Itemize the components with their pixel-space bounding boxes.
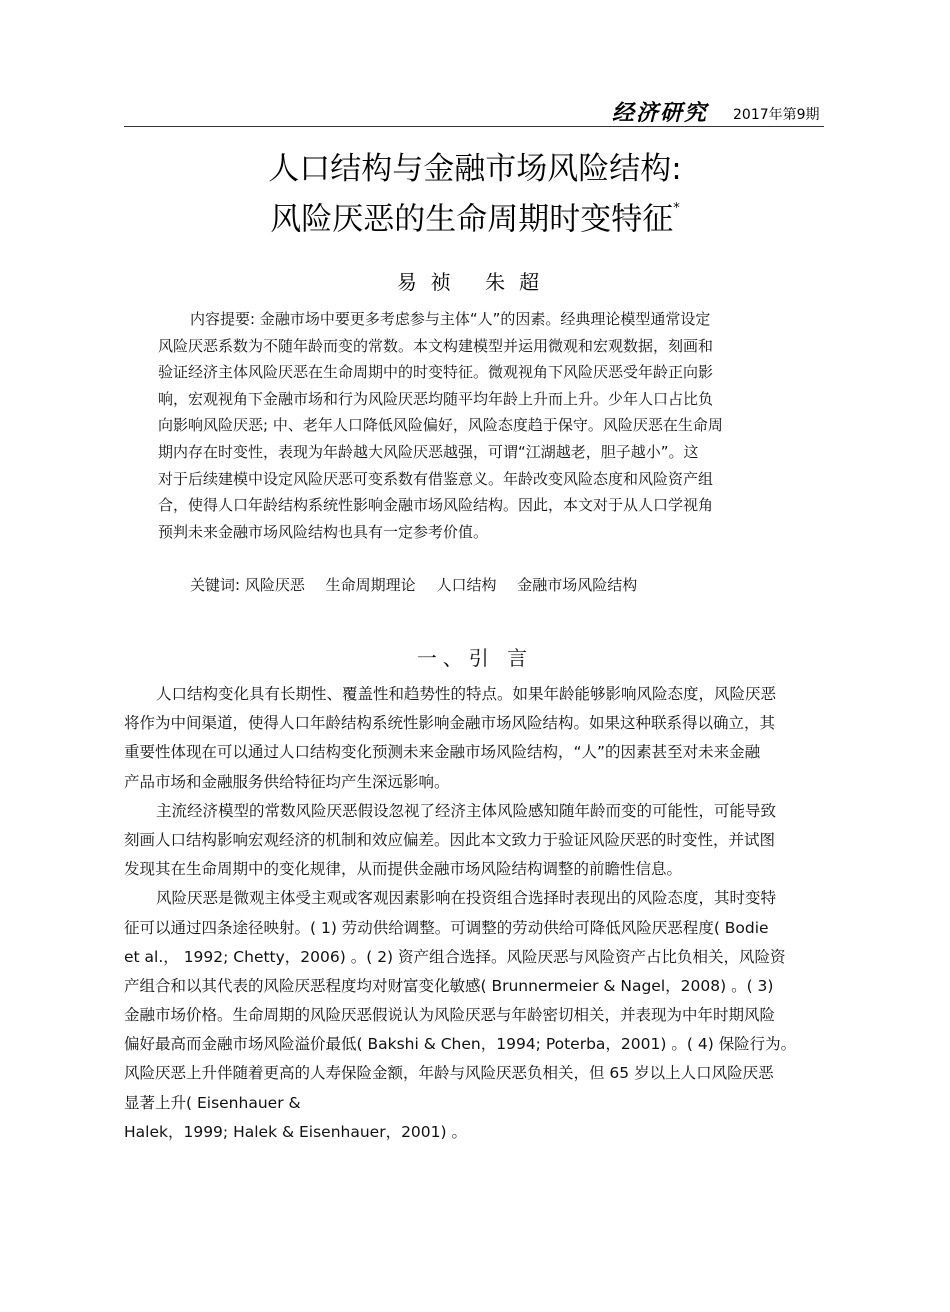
abstract-line: 向影响风险厌恶; 中、老年人口降低风险偏好，风险态度趋于保守。风险厌恶在生命周 xyxy=(158,416,723,435)
body-line: 金融市场价格。生命周期的风险厌恶假说认为风险厌恶与年龄密切相关，并表现为中年时期风险 xyxy=(124,1006,776,1025)
abstract-line: 合，使得人口年龄结构系统性影响金融市场风险结构。因此，本文对于从人口学视角 xyxy=(158,496,714,515)
body-line: 主流经济模型的常数风险厌恶假设忽视了经济主体风险感知随年龄而变的可能性，可能导致 xyxy=(156,801,777,820)
keyword: 人口结构 xyxy=(436,576,497,594)
abstract-line: 预判未来金融市场风险结构也具有一定参考价值。 xyxy=(158,522,489,541)
paper-title-line2: 风险厌恶的生命周期时变特征* xyxy=(270,201,680,238)
abstract-line: 对于后续建模中设定风险厌恶可变系数有借鉴意义。年龄改变风险态度和风险资产组 xyxy=(158,469,714,488)
body-line: 显著上升( Eisenhauer & xyxy=(124,1093,301,1112)
keyword: 风险厌恶 xyxy=(244,576,305,594)
abstract-line: 期内存在时变性，表现为年龄越大风险厌恶越强，可谓“江湖越老，胆子越小”。这 xyxy=(158,442,699,461)
paper-title-line1: 人口结构与金融市场风险结构: xyxy=(268,151,682,187)
body-line: 发现其在生命周期中的变化规律，从而提供金融市场风险结构调整的前瞻性信息。 xyxy=(124,860,683,879)
body-text xyxy=(124,680,828,1147)
abstract-line: 验证经济主体风险厌恶在生命周期中的时变特征。微观视角下风险厌恶受年龄正向影 xyxy=(158,363,714,382)
keyword: 金融市场风险结构 xyxy=(517,576,638,594)
body-line: 刻画人口结构影响宏观经济的机制和效应偏差。因此本文致力于验证风险厌恶的时变性，并试图 xyxy=(124,830,776,849)
abstract xyxy=(158,306,794,545)
body-line: 人口结构变化具有长期性、覆盖性和趋势性的特点。如果年龄能够影响风险态度，风险厌恶 xyxy=(156,685,777,703)
keywords-label: 关键词: xyxy=(190,576,241,594)
section-heading: 一、引 言 xyxy=(416,646,534,670)
abstract-line: 响，宏观视角下金融市场和行为风险厌恶均随平均年龄上升而上升。少年人口占比负 xyxy=(158,389,714,408)
body-line: 风险厌恶上升伴随着更高的人寿保险金额，年龄与风险厌恶负相关，但 65 岁以上人口风险厌恶 xyxy=(124,1064,774,1083)
body-line: 产品市场和金融服务供给特征均产生深远影响。 xyxy=(124,772,450,791)
abstract-line: 内容提要: 金融市场中要更多考虑参与主体“人”的因素。经典理论模型通常设定 xyxy=(190,310,711,328)
body-line: et al.， 1992; Chetty，2006) 。( 2) 资产组合选择。风险厌恶与风险资产占比负相关，风险资 xyxy=(124,947,786,966)
body-line: Halek，1999; Halek & Eisenhauer，2001) 。 xyxy=(124,1122,467,1141)
abstract-line: 风险厌恶系数为不随年龄而变的常数。本文构建模型并运用微观和宏观数据，刻画和 xyxy=(158,336,714,355)
body-line: 偏好最高而金融市场风险溢价最低( Bakshi & Chen，1994; Poterba，2001) 。( 4) 保险行为。 xyxy=(124,1035,797,1054)
issue-number: 2017年第9期 xyxy=(733,107,820,123)
authors: 易祯 朱超 xyxy=(396,270,554,294)
body-line: 产组合和以其代表的风险厌恶程度均对财富变化敏感( Brunnermeier & Nagel，2008) 。( 3) xyxy=(124,976,774,995)
page-header-rule xyxy=(124,96,824,127)
journal-logo: 经济研究 xyxy=(612,100,709,126)
keywords xyxy=(190,572,653,598)
body-line: 征可以通过四条途径映射。( 1) 劳动供给调整。可调整的劳动供给可降低风险厌恶程度( Bodie xyxy=(124,918,769,937)
title-footnote-mark: * xyxy=(673,201,680,216)
keyword: 生命周期理论 xyxy=(325,576,416,594)
body-line: 重要性体现在可以通过人口结构变化预测未来金融市场风险结构，“人”的因素甚至对未来金融 xyxy=(124,743,761,762)
body-line: 风险厌恶是微观主体受主观或客观因素影响在投资组合选择时表现出的风险态度，其时变特 xyxy=(156,889,777,908)
body-line: 将作为中间渠道，使得人口年龄结构系统性影响金融市场风险结构。如果这种联系得以确立，其 xyxy=(124,714,776,733)
